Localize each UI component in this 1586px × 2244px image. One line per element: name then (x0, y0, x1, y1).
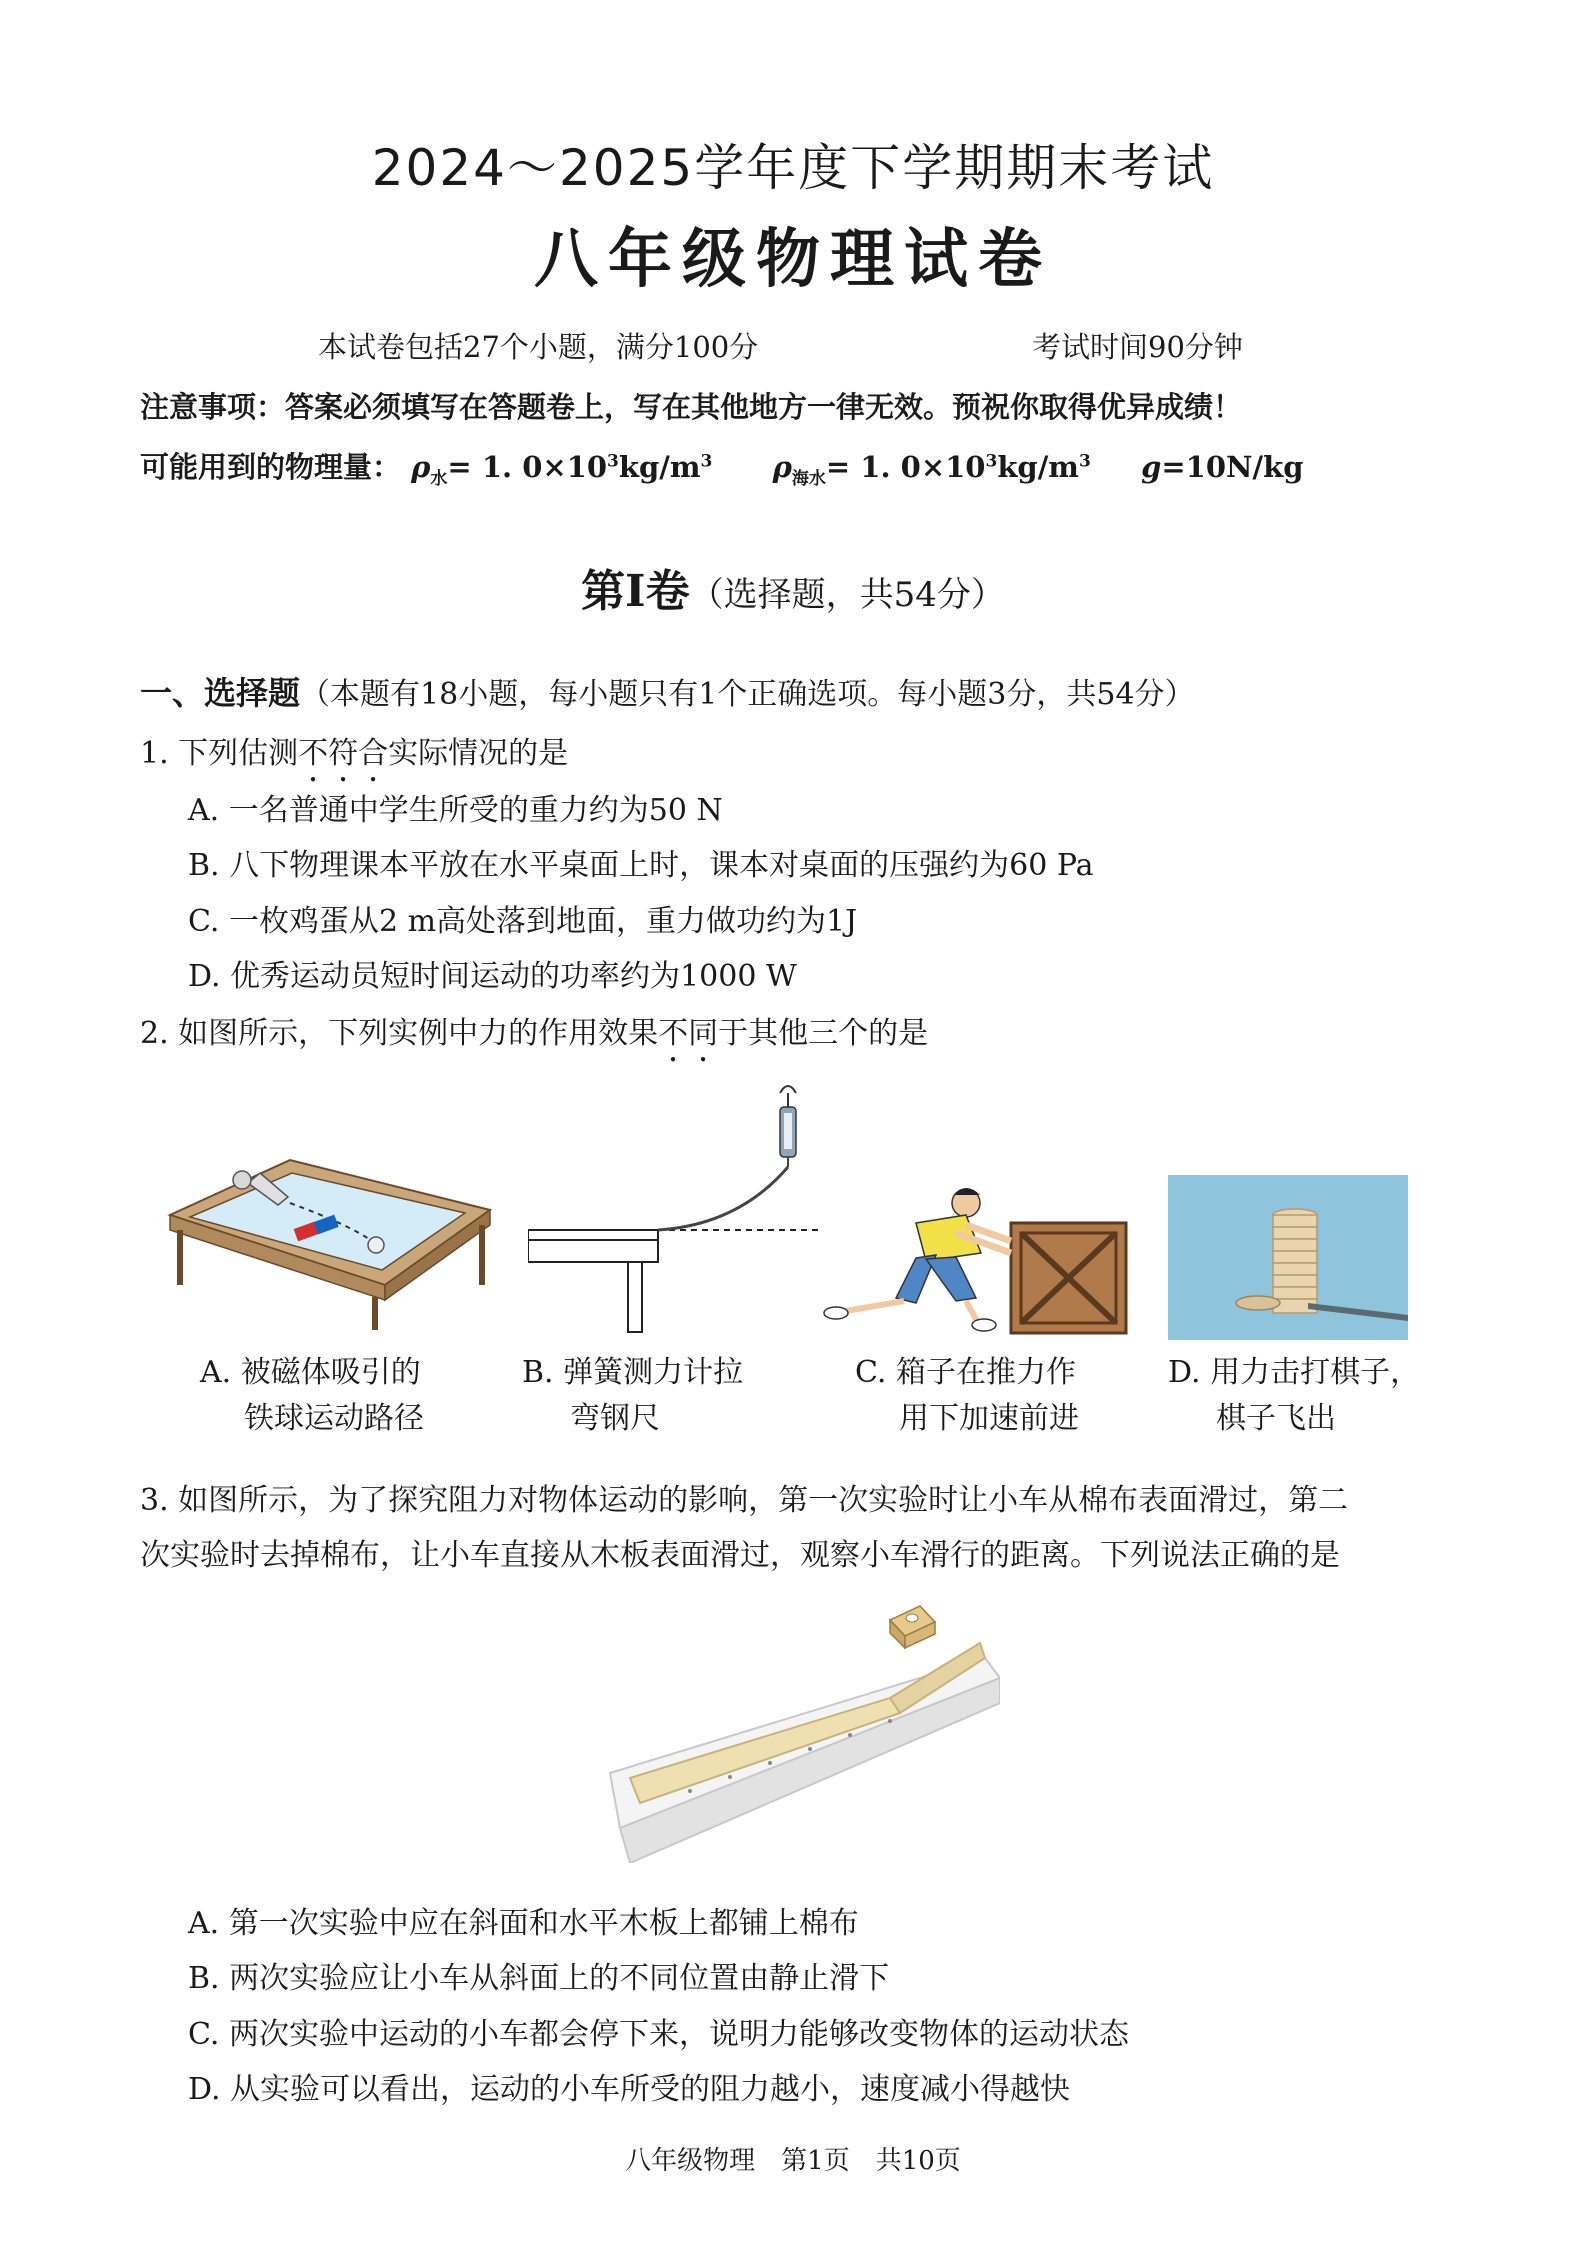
fig-c-line1: 箱子在推力作 (895, 1355, 1076, 1390)
constants-label: 可能用到的物理量： (140, 450, 402, 484)
rho-symbol: ρ (411, 450, 431, 484)
figure-a-magnet-tray (160, 1135, 495, 1335)
fig-a-line1: 被磁体吸引的 (240, 1355, 421, 1390)
fig-c-line2: 用下加速前进 (899, 1401, 1079, 1436)
q3-option-c: C. 两次实验中运动的小车都会停下来，说明力能够改变物体的运动状态 (188, 2017, 1129, 2052)
q1-option-c: C. 一枚鸡蛋从2 m高处落到地面，重力做功约为1J (188, 904, 858, 939)
exp: 3 (607, 451, 619, 472)
fig-b-line1: 弹簧测力计拉 (563, 1355, 744, 1390)
question-3-stem-line2: 次实验时去掉棉布，让小车直接从木板表面滑过，观察小车滑行的距离。下列说法正确的是 (140, 1538, 1340, 1573)
q3-option-b: B. 两次实验应让小车从斜面上的不同位置由静止滑下 (188, 1961, 890, 1996)
g-symbol: g (1141, 450, 1162, 484)
fig-d-line2: 棋子飞出 (1216, 1401, 1336, 1436)
q2-stem-pre: 2. 如图所示，下列实例中力的作用效果 (140, 1016, 659, 1051)
unit: kg/m (618, 450, 701, 484)
section-1-heading (140, 668, 1195, 714)
q2-stem-post: 于其他三个的是 (718, 1016, 929, 1051)
question-1-stem (140, 728, 568, 789)
rho-symbol: ρ (772, 450, 792, 484)
unit: kg/m (997, 450, 1079, 484)
question-3-stem-line1: 3. 如图所示，为了探究阻力对物体运动的影响，第一次实验时让小车从棉布表面滑过，第二 (140, 1483, 1349, 1518)
part-1-note: （选择题，共54分） (689, 575, 1005, 615)
section-1-title: 一、选择题 (140, 674, 301, 712)
q1-stem-post: 实际情况的是 (388, 736, 569, 771)
seawater-density: = 1. 0×10 (825, 450, 986, 484)
q3-option-d: D. 从实验可以看出，运动的小车所受的阻力越小，速度减小得越快 (188, 2072, 1071, 2107)
figure-b-caption (522, 1350, 743, 1442)
fig-a-line2: 铁球运动路径 (244, 1401, 424, 1436)
q1-option-a: A. 一名普通中学生所受的重力约为50 N (188, 793, 723, 828)
g-value: =10N/kg (1161, 450, 1304, 484)
notice: 注意事项：答案必须填写在答题卷上，写在其他地方一律无效。预祝你取得优异成绩！ (140, 390, 1243, 424)
physical-constants (140, 445, 1303, 489)
fig-b-line2: 弯钢尺 (570, 1401, 660, 1436)
figure-b-spring-scale-ruler (528, 1075, 828, 1335)
figure-c-caption (855, 1350, 1079, 1442)
fig-a-label: A. (200, 1355, 232, 1390)
figure-d-checkers-stack (1168, 1175, 1408, 1340)
q3-option-a: A. 第一次实验中应在斜面和水平木板上都铺上棉布 (188, 1906, 859, 1941)
figure-ramp-cart (590, 1598, 1000, 1863)
q1-option-b: B. 八下物理课本平放在水平桌面上时，课本对桌面的压强约为60 Pa (188, 848, 1094, 883)
water-density: = 1. 0×10 (447, 450, 608, 484)
figure-a-caption (200, 1350, 424, 1442)
fig-d-line1: 用力击打棋子， (1210, 1355, 1421, 1390)
water-sub: 水 (430, 468, 448, 489)
q2-stem-emphasis: 不同 (658, 1016, 719, 1051)
q1-stem-emphasis: 不符合 (298, 736, 389, 771)
q1-stem-pre: 1. 下列估测 (140, 736, 299, 771)
fig-c-label: C. (855, 1355, 887, 1390)
section-1-note: （本题有18小题，每小题只有1个正确选项。每小题3分，共54分） (300, 677, 1195, 712)
unit-exp: 3 (1079, 451, 1091, 472)
exam-info-left: 本试卷包括27个小题，满分100分 (318, 330, 759, 364)
q1-option-d: D. 优秀运动员短时间运动的功率约为1000 W (188, 959, 797, 994)
seawater-sub: 海水 (791, 468, 826, 489)
page-footer: 八年级物理 第1页 共10页 (625, 2146, 961, 2176)
exp: 3 (985, 451, 998, 472)
unit-exp: 3 (700, 451, 713, 472)
exam-subtitle: 八年级物理试卷 (534, 223, 1052, 297)
fig-b-label: B. (522, 1355, 554, 1390)
exam-info-right: 考试时间90分钟 (1032, 330, 1243, 364)
exam-title: 2024～2025学年度下学期期末考试 (371, 139, 1215, 197)
part-1-title: 第Ⅰ卷 (581, 566, 690, 617)
part-1-heading (0, 555, 1586, 619)
question-2-stem (140, 1008, 928, 1069)
figure-c-push-box (806, 1183, 1131, 1338)
fig-d-label: D. (1168, 1355, 1201, 1390)
figure-d-caption (1168, 1350, 1420, 1442)
